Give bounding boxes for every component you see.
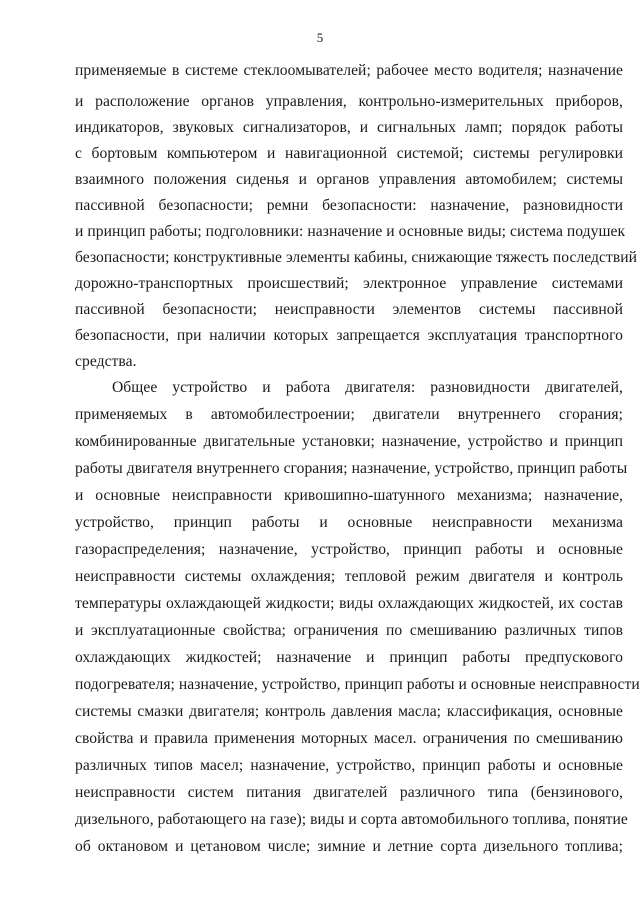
paragraph-line: об октановом и цетановом числе; зимние и летние сорта дизельного топлива; xyxy=(75,838,623,855)
paragraph-line: Общее устройство и работа двигателя: разновидности двигателей, xyxy=(112,379,623,396)
paragraph-line: безопасности, при наличии которых запрещается эксплуатация транспортного xyxy=(75,327,623,344)
paragraph-line: охлаждающих жидкостей; назначение и принцип работы предпускового xyxy=(75,649,623,666)
paragraph-line: газораспределения; назначение, устройство, принцип работы и основные xyxy=(75,541,623,558)
paragraph-line: и расположение органов управления, контрольно-измерительных приборов, xyxy=(75,93,623,110)
paragraph-line: устройство, принцип работы и основные неисправности механизма xyxy=(75,514,623,531)
paragraph-line: дорожно-транспортных происшествий; электронное управление системами xyxy=(75,275,623,292)
page-number: 5 xyxy=(316,30,324,45)
paragraph-line: свойства и правила применения моторных масел. ограничения по смешиванию xyxy=(75,730,623,747)
paragraph-line: взаимного положения сиденья и органов управления автомобилем; системы xyxy=(75,171,623,188)
paragraph-line: пассивной безопасности; неисправности элементов системы пассивной xyxy=(75,301,623,318)
paragraph-line: средства. xyxy=(75,353,137,370)
paragraph-line: неисправности систем питания двигателей различного типа (бензинового, xyxy=(75,784,623,801)
paragraph-line: и принцип работы; подголовники: назначение и основные виды; система подушек xyxy=(75,223,626,240)
paragraph-line: пассивной безопасности; ремни безопасности: назначение, разновидности xyxy=(75,197,623,214)
paragraph-line: комбинированные двигательные установки; назначение, устройство и принцип xyxy=(75,433,623,450)
paragraph-line: дизельного, работающего на газе); виды и сорта автомобильного топлива, понятие xyxy=(75,811,628,828)
paragraph-line: и основные неисправности кривошипно-шатунного механизма; назначение, xyxy=(75,487,623,504)
paragraph-line: индикаторов, звуковых сигнализаторов, и сигнальных ламп; порядок работы xyxy=(75,119,623,136)
paragraph-line: подогревателя; назначение, устройство, принцип работы и основные неисправности xyxy=(75,676,640,693)
paragraph-line: безопасности; конструктивные элементы кабины, снижающие тяжесть последствий xyxy=(75,249,638,266)
paragraph-line: температуры охлаждающей жидкости; виды охлаждающих жидкостей, их состав xyxy=(75,595,623,612)
paragraph-line: различных типов масел; назначение, устройство, принцип работы и основные xyxy=(75,757,623,774)
paragraph-line: неисправности системы охлаждения; тепловой режим двигателя и контроль xyxy=(75,568,623,585)
paragraph-line: и эксплуатационные свойства; ограничения по смешиванию различных типов xyxy=(75,622,623,639)
paragraph-line: применяемых в автомобилестроении; двигатели внутреннего сгорания; xyxy=(75,406,623,423)
paragraph-line: системы смазки двигателя; контроль давления масла; классификация, основные xyxy=(75,703,623,720)
paragraph-line: применяемые в системе стеклоомывателей; рабочее место водителя; назначение xyxy=(75,62,623,79)
paragraph-line: с бортовым компьютером и навигационной системой; системы регулировки xyxy=(75,145,623,162)
paragraph-line: работы двигателя внутреннего сгорания; назначение, устройство, принцип работы xyxy=(75,460,628,477)
